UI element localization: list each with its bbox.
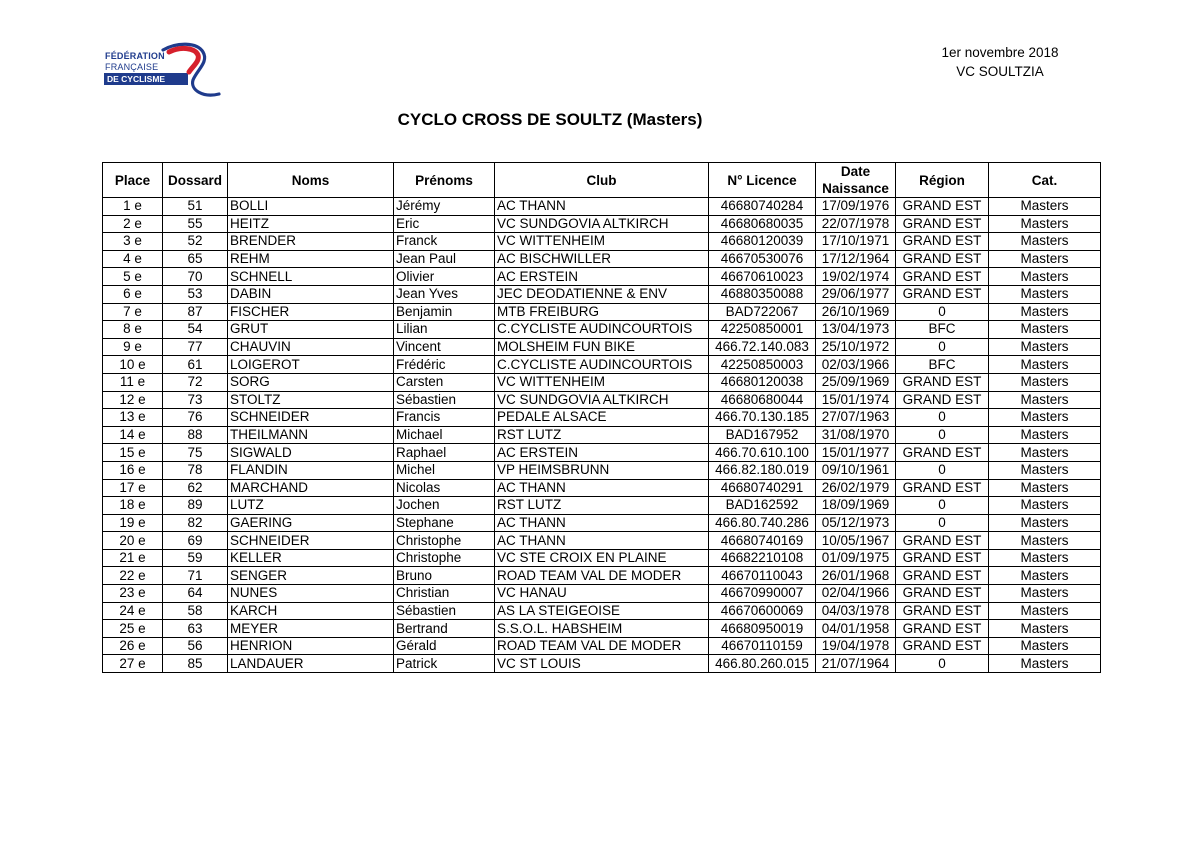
cell-region: 0 [896, 497, 989, 515]
cell-licence: 46670610023 [709, 268, 816, 286]
cell-licence: BAD167952 [709, 426, 816, 444]
cell-region: GRAND EST [896, 444, 989, 462]
cell-place: 3 e [103, 233, 163, 251]
cell-place: 23 e [103, 585, 163, 603]
cell-dossard: 87 [163, 303, 228, 321]
cell-cat: Masters [989, 602, 1101, 620]
cell-nom: GRUT [228, 321, 394, 339]
cell-place: 7 e [103, 303, 163, 321]
table-row [103, 602, 1101, 620]
cell-licence: BAD722067 [709, 303, 816, 321]
header-prenoms: Prénoms [394, 163, 495, 198]
cell-naissance: 04/01/1958 [816, 620, 896, 638]
table-row [103, 426, 1101, 444]
cell-club: JEC DEODATIENNE & ENV [495, 285, 709, 303]
cell-nom: NUNES [228, 585, 394, 603]
cell-prenom: Jean Yves [394, 285, 495, 303]
cell-cat: Masters [989, 620, 1101, 638]
cell-licence: 466.80.740.286 [709, 514, 816, 532]
cell-dossard: 85 [163, 655, 228, 673]
cell-dossard: 65 [163, 250, 228, 268]
cell-naissance: 19/02/1974 [816, 268, 896, 286]
cell-place: 1 e [103, 198, 163, 216]
cell-prenom: Sébastien [394, 391, 495, 409]
cell-cat: Masters [989, 514, 1101, 532]
cell-region: GRAND EST [896, 233, 989, 251]
cell-cat: Masters [989, 391, 1101, 409]
cell-licence: 46680680044 [709, 391, 816, 409]
cell-prenom: Jean Paul [394, 250, 495, 268]
cell-nom: GAERING [228, 514, 394, 532]
cell-prenom: Bruno [394, 567, 495, 585]
cell-region: GRAND EST [896, 391, 989, 409]
cell-prenom: Bertrand [394, 620, 495, 638]
cell-naissance: 26/01/1968 [816, 567, 896, 585]
cell-nom: FISCHER [228, 303, 394, 321]
cell-place: 8 e [103, 321, 163, 339]
cell-prenom: Francis [394, 409, 495, 427]
cell-dossard: 56 [163, 637, 228, 655]
header-info [900, 43, 1100, 81]
header-date-naissance [816, 163, 896, 198]
cell-naissance: 05/12/1973 [816, 514, 896, 532]
cell-place: 5 e [103, 268, 163, 286]
cell-cat: Masters [989, 444, 1101, 462]
cell-prenom: Frédéric [394, 356, 495, 374]
cell-place: 16 e [103, 461, 163, 479]
cell-place: 11 e [103, 373, 163, 391]
cell-club: VC WITTENHEIM [495, 373, 709, 391]
cell-licence: 46680740169 [709, 532, 816, 550]
header-noms: Noms [228, 163, 394, 198]
cell-club: VC ST LOUIS [495, 655, 709, 673]
cell-place: 24 e [103, 602, 163, 620]
cell-place: 14 e [103, 426, 163, 444]
cell-nom: SIGWALD [228, 444, 394, 462]
cell-place: 15 e [103, 444, 163, 462]
cell-licence: 46680120038 [709, 373, 816, 391]
cell-nom: LUTZ [228, 497, 394, 515]
cell-place: 21 e [103, 549, 163, 567]
cell-prenom: Carsten [394, 373, 495, 391]
ffc-logo [102, 42, 222, 100]
cell-licence: 46670110159 [709, 637, 816, 655]
cell-naissance: 26/10/1969 [816, 303, 896, 321]
cell-place: 17 e [103, 479, 163, 497]
cell-prenom: Olivier [394, 268, 495, 286]
cell-licence: 46670990007 [709, 585, 816, 603]
cell-licence: 46682210108 [709, 549, 816, 567]
event-date: 1er novembre 2018 [941, 45, 1059, 60]
cell-cat: Masters [989, 373, 1101, 391]
cell-cat: Masters [989, 655, 1101, 673]
cell-club: PEDALE ALSACE [495, 409, 709, 427]
cell-naissance: 10/05/1967 [816, 532, 896, 550]
cell-club: MTB FREIBURG [495, 303, 709, 321]
cell-naissance: 27/07/1963 [816, 409, 896, 427]
cell-club: AC THANN [495, 532, 709, 550]
table-row [103, 268, 1101, 286]
cell-cat: Masters [989, 268, 1101, 286]
cell-cat: Masters [989, 585, 1101, 603]
cell-dossard: 52 [163, 233, 228, 251]
table-row [103, 514, 1101, 532]
cell-naissance: 25/10/1972 [816, 338, 896, 356]
cell-nom: SCHNEIDER [228, 409, 394, 427]
cell-cat: Masters [989, 497, 1101, 515]
cell-prenom: Nicolas [394, 479, 495, 497]
cell-nom: KARCH [228, 602, 394, 620]
cell-cat: Masters [989, 321, 1101, 339]
cell-club: ROAD TEAM VAL DE MODER [495, 637, 709, 655]
cell-nom: THEILMANN [228, 426, 394, 444]
cell-cat: Masters [989, 637, 1101, 655]
cell-prenom: Franck [394, 233, 495, 251]
table-row [103, 479, 1101, 497]
table-row [103, 444, 1101, 462]
cell-naissance: 31/08/1970 [816, 426, 896, 444]
cell-prenom: Michael [394, 426, 495, 444]
cell-dossard: 70 [163, 268, 228, 286]
cell-club: C.CYCLISTE AUDINCOURTOIS [495, 321, 709, 339]
cell-club: AS LA STEIGEOISE [495, 602, 709, 620]
cell-prenom: Michel [394, 461, 495, 479]
cell-place: 18 e [103, 497, 163, 515]
cell-dossard: 89 [163, 497, 228, 515]
cell-nom: FLANDIN [228, 461, 394, 479]
cell-cat: Masters [989, 426, 1101, 444]
cell-dossard: 64 [163, 585, 228, 603]
header-date-line-2: Naissance [822, 181, 889, 196]
cell-prenom: Patrick [394, 655, 495, 673]
cell-region: GRAND EST [896, 250, 989, 268]
cell-prenom: Gérald [394, 637, 495, 655]
table-row [103, 215, 1101, 233]
cell-naissance: 17/12/1964 [816, 250, 896, 268]
cell-dossard: 76 [163, 409, 228, 427]
cell-prenom: Christophe [394, 549, 495, 567]
table-row [103, 303, 1101, 321]
cell-place: 20 e [103, 532, 163, 550]
cell-prenom: Stephane [394, 514, 495, 532]
cell-nom: KELLER [228, 549, 394, 567]
cell-region: 0 [896, 655, 989, 673]
cell-place: 19 e [103, 514, 163, 532]
table-row [103, 532, 1101, 550]
cell-region: GRAND EST [896, 373, 989, 391]
cell-club: S.S.O.L. HABSHEIM [495, 620, 709, 638]
cell-nom: REHM [228, 250, 394, 268]
cell-nom: SCHNELL [228, 268, 394, 286]
cell-naissance: 09/10/1961 [816, 461, 896, 479]
cell-place: 9 e [103, 338, 163, 356]
cell-nom: HEITZ [228, 215, 394, 233]
cell-nom: MARCHAND [228, 479, 394, 497]
cell-club: MOLSHEIM FUN BIKE [495, 338, 709, 356]
cell-nom: MEYER [228, 620, 394, 638]
cell-region: GRAND EST [896, 585, 989, 603]
cell-naissance: 17/10/1971 [816, 233, 896, 251]
cell-naissance: 15/01/1977 [816, 444, 896, 462]
cell-cat: Masters [989, 479, 1101, 497]
cell-cat: Masters [989, 532, 1101, 550]
cell-dossard: 72 [163, 373, 228, 391]
cell-dossard: 82 [163, 514, 228, 532]
cell-licence: 466.70.130.185 [709, 409, 816, 427]
cell-region: 0 [896, 514, 989, 532]
cell-dossard: 61 [163, 356, 228, 374]
cell-nom: LANDAUER [228, 655, 394, 673]
table-row [103, 567, 1101, 585]
table-row [103, 461, 1101, 479]
results-body [103, 198, 1101, 673]
cell-licence: 466.80.260.015 [709, 655, 816, 673]
header-dossard: Dossard [163, 163, 228, 198]
cell-region: GRAND EST [896, 215, 989, 233]
table-row [103, 620, 1101, 638]
cell-licence: 46670530076 [709, 250, 816, 268]
cell-naissance: 22/07/1978 [816, 215, 896, 233]
cell-licence: 46680120039 [709, 233, 816, 251]
table-row [103, 338, 1101, 356]
cell-dossard: 73 [163, 391, 228, 409]
cell-licence: 46880350088 [709, 285, 816, 303]
cell-dossard: 59 [163, 549, 228, 567]
cell-naissance: 02/03/1966 [816, 356, 896, 374]
header-cat: Cat. [989, 163, 1101, 198]
cell-club: AC THANN [495, 198, 709, 216]
cell-naissance: 19/04/1978 [816, 637, 896, 655]
cell-licence: BAD162592 [709, 497, 816, 515]
cell-club: AC ERSTEIN [495, 268, 709, 286]
table-row [103, 497, 1101, 515]
header-club: Club [495, 163, 709, 198]
table-row [103, 198, 1101, 216]
cell-dossard: 63 [163, 620, 228, 638]
cell-prenom: Eric [394, 215, 495, 233]
cell-dossard: 51 [163, 198, 228, 216]
cell-licence: 46680950019 [709, 620, 816, 638]
table-row [103, 233, 1101, 251]
cell-licence: 46680680035 [709, 215, 816, 233]
cell-dossard: 78 [163, 461, 228, 479]
cell-licence: 466.82.180.019 [709, 461, 816, 479]
cell-cat: Masters [989, 409, 1101, 427]
cell-nom: BRENDER [228, 233, 394, 251]
cell-prenom: Sébastien [394, 602, 495, 620]
cell-place: 13 e [103, 409, 163, 427]
cell-region: GRAND EST [896, 637, 989, 655]
cell-club: VP HEIMSBRUNN [495, 461, 709, 479]
cell-naissance: 04/03/1978 [816, 602, 896, 620]
cell-place: 27 e [103, 655, 163, 673]
cell-cat: Masters [989, 233, 1101, 251]
cell-place: 10 e [103, 356, 163, 374]
table-row [103, 356, 1101, 374]
cell-nom: SORG [228, 373, 394, 391]
cell-dossard: 77 [163, 338, 228, 356]
logo-line-3: DE CYCLISME [104, 73, 188, 85]
logo-line-2: FRANÇAISE [105, 62, 159, 72]
cell-licence: 46680740284 [709, 198, 816, 216]
cell-cat: Masters [989, 461, 1101, 479]
logo-swoosh-icon [157, 42, 223, 100]
cell-club: RST LUTZ [495, 497, 709, 515]
cell-region: GRAND EST [896, 479, 989, 497]
cell-club: VC STE CROIX EN PLAINE [495, 549, 709, 567]
cell-prenom: Christophe [394, 532, 495, 550]
cell-naissance: 25/09/1969 [816, 373, 896, 391]
cell-dossard: 88 [163, 426, 228, 444]
cell-club: ROAD TEAM VAL DE MODER [495, 567, 709, 585]
cell-dossard: 69 [163, 532, 228, 550]
table-row [103, 285, 1101, 303]
cell-licence: 46680740291 [709, 479, 816, 497]
cell-licence: 42250850001 [709, 321, 816, 339]
cell-nom: LOIGEROT [228, 356, 394, 374]
cell-region: GRAND EST [896, 602, 989, 620]
cell-club: AC THANN [495, 514, 709, 532]
cell-region: GRAND EST [896, 268, 989, 286]
cell-licence: 46670110043 [709, 567, 816, 585]
table-row [103, 549, 1101, 567]
cell-prenom: Jérémy [394, 198, 495, 216]
cell-prenom: Jochen [394, 497, 495, 515]
results-table [102, 162, 1101, 673]
table-row [103, 655, 1101, 673]
cell-naissance: 26/02/1979 [816, 479, 896, 497]
table-row [103, 409, 1101, 427]
table-row [103, 391, 1101, 409]
cell-nom: HENRION [228, 637, 394, 655]
cell-cat: Masters [989, 356, 1101, 374]
cell-dossard: 54 [163, 321, 228, 339]
cell-prenom: Vincent [394, 338, 495, 356]
cell-region: BFC [896, 356, 989, 374]
cell-region: 0 [896, 338, 989, 356]
cell-place: 25 e [103, 620, 163, 638]
cell-place: 2 e [103, 215, 163, 233]
table-row [103, 373, 1101, 391]
cell-cat: Masters [989, 338, 1101, 356]
cell-licence: 42250850003 [709, 356, 816, 374]
cell-region: 0 [896, 461, 989, 479]
cell-dossard: 53 [163, 285, 228, 303]
cell-region: GRAND EST [896, 549, 989, 567]
cell-club: C.CYCLISTE AUDINCOURTOIS [495, 356, 709, 374]
cell-cat: Masters [989, 303, 1101, 321]
cell-prenom: Benjamin [394, 303, 495, 321]
cell-region: GRAND EST [896, 532, 989, 550]
cell-region: GRAND EST [896, 198, 989, 216]
cell-licence: 466.70.610.100 [709, 444, 816, 462]
cell-cat: Masters [989, 285, 1101, 303]
document-title: CYCLO CROSS DE SOULTZ (Masters) [397, 110, 703, 129]
cell-nom: DABIN [228, 285, 394, 303]
cell-club: VC WITTENHEIM [495, 233, 709, 251]
cell-naissance: 21/07/1964 [816, 655, 896, 673]
cell-region: GRAND EST [896, 285, 989, 303]
cell-prenom: Christian [394, 585, 495, 603]
cell-prenom: Raphael [394, 444, 495, 462]
table-row [103, 321, 1101, 339]
cell-place: 26 e [103, 637, 163, 655]
organizer-club: VC SOULTZIA [956, 64, 1044, 79]
logo-line-1: FÉDÉRATION [105, 51, 165, 61]
cell-club: AC THANN [495, 479, 709, 497]
cell-club: VC SUNDGOVIA ALTKIRCH [495, 391, 709, 409]
cell-prenom: Lilian [394, 321, 495, 339]
cell-cat: Masters [989, 198, 1101, 216]
cell-dossard: 55 [163, 215, 228, 233]
cell-dossard: 62 [163, 479, 228, 497]
cell-nom: BOLLI [228, 198, 394, 216]
cell-naissance: 02/04/1966 [816, 585, 896, 603]
cell-naissance: 17/09/1976 [816, 198, 896, 216]
cell-licence: 466.72.140.083 [709, 338, 816, 356]
cell-nom: CHAUVIN [228, 338, 394, 356]
cell-club: RST LUTZ [495, 426, 709, 444]
table-row [103, 637, 1101, 655]
cell-dossard: 71 [163, 567, 228, 585]
cell-region: 0 [896, 409, 989, 427]
header-date-line-1: Date [840, 164, 871, 179]
cell-naissance: 13/04/1973 [816, 321, 896, 339]
cell-region: GRAND EST [896, 567, 989, 585]
cell-naissance: 01/09/1975 [816, 549, 896, 567]
cell-place: 6 e [103, 285, 163, 303]
cell-nom: SCHNEIDER [228, 532, 394, 550]
cell-place: 22 e [103, 567, 163, 585]
cell-region: 0 [896, 426, 989, 444]
cell-cat: Masters [989, 250, 1101, 268]
cell-dossard: 75 [163, 444, 228, 462]
cell-cat: Masters [989, 567, 1101, 585]
table-header-row [103, 163, 1101, 198]
cell-cat: Masters [989, 215, 1101, 233]
cell-licence: 46670600069 [709, 602, 816, 620]
cell-place: 4 e [103, 250, 163, 268]
table-row [103, 250, 1101, 268]
cell-club: VC HANAU [495, 585, 709, 603]
cell-region: GRAND EST [896, 620, 989, 638]
table-row [103, 585, 1101, 603]
cell-naissance: 18/09/1969 [816, 497, 896, 515]
cell-nom: STOLTZ [228, 391, 394, 409]
cell-dossard: 58 [163, 602, 228, 620]
cell-cat: Masters [989, 549, 1101, 567]
cell-region: 0 [896, 303, 989, 321]
header-licence: N° Licence [709, 163, 816, 198]
cell-club: AC ERSTEIN [495, 444, 709, 462]
header-place: Place [103, 163, 163, 198]
header-region: Région [896, 163, 989, 198]
cell-club: VC SUNDGOVIA ALTKIRCH [495, 215, 709, 233]
cell-nom: SENGER [228, 567, 394, 585]
cell-region: BFC [896, 321, 989, 339]
cell-club: AC BISCHWILLER [495, 250, 709, 268]
cell-naissance: 29/06/1977 [816, 285, 896, 303]
cell-naissance: 15/01/1974 [816, 391, 896, 409]
cell-place: 12 e [103, 391, 163, 409]
